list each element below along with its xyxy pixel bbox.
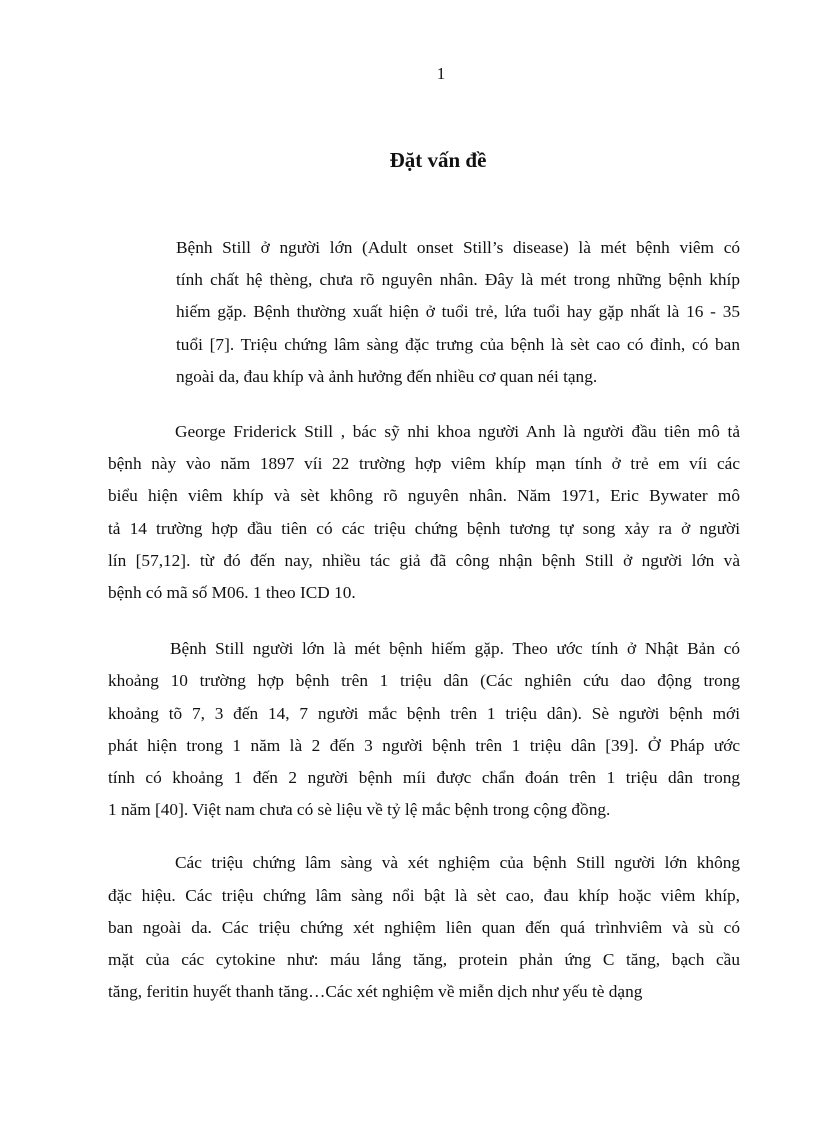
paragraph-line: bệnh này vào năm 1897 víi 22 trường hợp viêm khíp mạn tính ở trẻ em víi các — [108, 454, 740, 474]
paragraph-line: Bệnh Still người lớn là mét bệnh hiếm gặp. Theo ước tính ở Nhật Bản có — [170, 639, 740, 659]
paragraph-line: mặt của các cytokine như: máu lắng tăng, protein phản ứng C tăng, bạch cầu — [108, 950, 740, 970]
paragraph-line: tuổi [7]. Triệu chứng lâm sàng đặc trưng của bệnh là sèt cao có đỉnh, có ban — [176, 334, 740, 354]
paragraph-line: biểu hiện viêm khíp và sèt không rõ nguyên nhân. Năm 1971, Eric Bywater mô — [108, 486, 740, 506]
paragraph-line: hiếm gặp. Bệnh thường xuất hiện ở tuổi trẻ, lứa tuổi hay gặp nhất là 16 - 35 — [176, 302, 740, 322]
document-body — [108, 232, 740, 1008]
paragraph-line: tính chất hệ thèng, chưa rõ nguyên nhân. Đây là mét trong những bệnh khíp — [176, 270, 740, 290]
paragraph-line: đặc hiệu. Các triệu chứng lâm sàng nổi bật là sèt cao, đau khíp hoặc viêm khíp, — [108, 885, 740, 905]
paragraph-line: tăng, feritin huyết thanh tăng…Các xét nghiệm về miễn dịch như yếu tè dạng — [108, 982, 643, 1002]
paragraph-line: khoảng 10 trường hợp bệnh trên 1 triệu dân (Các nghiên cứu dao động trong — [108, 671, 740, 691]
paragraph-line: bệnh có mã số M06. 1 theo ICD 10. — [108, 583, 356, 603]
paragraph-line: Bệnh Still ở người lớn (Adult onset Still’s disease) là mét bệnh viêm có — [176, 238, 740, 257]
paragraph-line: Các triệu chứng lâm sàng và xét nghiệm của bệnh Still người lớn không — [175, 853, 740, 873]
paragraph-line: 1 năm [40]. Việt nam chưa có sè liệu về tỷ lệ mắc bệnh trong cộng đồng. — [108, 800, 611, 820]
paragraph-line: phát hiện trong 1 năm là 2 đến 3 người bệnh trên 1 triệu dân [39]. Ở Pháp ước — [108, 735, 740, 755]
paragraph-line: tả 14 trường hợp đầu tiên có các triệu chứng bệnh tương tự song xảy ra ở người — [108, 518, 740, 538]
paragraph-4 — [108, 847, 740, 1008]
page-title: Đặt vấn đề — [389, 148, 487, 172]
paragraph-3 — [108, 633, 740, 826]
paragraph-2 — [108, 416, 740, 609]
paragraph-line: ban ngoài da. Các triệu chứng xét nghiệm liên quan đến quá trìnhviêm và sù có — [108, 917, 740, 937]
paragraph-1 — [108, 232, 740, 393]
page-number: 1 — [436, 64, 446, 83]
paragraph-line: khoảng tõ 7, 3 đến 14, 7 người mắc bệnh trên 1 triệu dân). Sè người bệnh mới — [108, 703, 740, 723]
paragraph-line: ngoài da, đau khíp và ảnh hưởng đến nhiều cơ quan néi tạng. — [176, 366, 598, 386]
paragraph-line: tính có khoảng 1 đến 2 người bệnh míi được chẩn đoán trên 1 triệu dân trong — [108, 768, 740, 788]
paragraph-line: lín [57,12]. từ đó đến nay, nhiều tác giả đã công nhận bệnh Still ở người lớn và — [108, 550, 740, 570]
paragraph-line: George Friderick Still , bác sỹ nhi khoa người Anh là người đầu tiên mô tả — [175, 422, 740, 442]
